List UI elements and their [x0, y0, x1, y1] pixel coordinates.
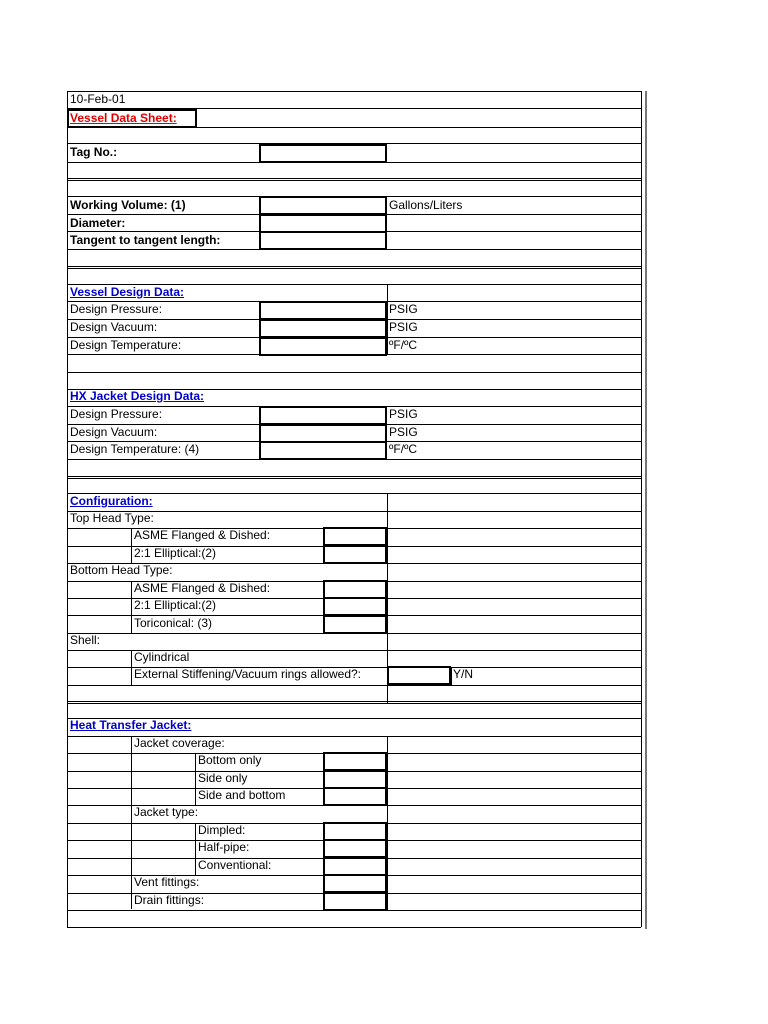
tag-label: Tag No.:: [70, 145, 118, 159]
row-separator: [67, 493, 641, 494]
table-border: [67, 91, 68, 927]
vessel-vacuum-unit: PSIG: [389, 320, 418, 334]
tangent-label: Tangent to tangent length:: [70, 233, 221, 247]
half-pipe-label: Half-pipe:: [198, 840, 250, 854]
working-volume-unit: Gallons/Liters: [389, 198, 463, 212]
hx-design-heading: HX Jacket Design Data:: [70, 389, 205, 403]
column-divider: [387, 528, 388, 564]
hx-temp-label: Design Temperature: (4): [70, 442, 200, 456]
vent-fittings-input[interactable]: [323, 874, 387, 893]
hx-pressure-unit: PSIG: [389, 407, 418, 421]
row-separator: [67, 478, 641, 479]
column-divider: [131, 650, 132, 686]
stiffening-input[interactable]: [387, 666, 451, 685]
column-divider: [387, 284, 388, 355]
shell-label: Shell:: [70, 633, 101, 647]
side-and-bottom-label: Side and bottom: [198, 788, 286, 802]
bottom-only-input[interactable]: [323, 752, 387, 771]
vent-fittings-label: Vent fittings:: [134, 875, 200, 889]
row-separator: [67, 685, 641, 686]
row-separator: [67, 703, 641, 704]
vessel-pressure-label: Design Pressure:: [70, 302, 163, 316]
table-border: [641, 91, 642, 927]
working-volume-label: Working Volume: (1): [70, 198, 186, 212]
working-volume-input[interactable]: [259, 196, 387, 215]
top-asme-input[interactable]: [323, 527, 387, 546]
tag-input[interactable]: [259, 144, 387, 163]
sheet-edge: [645, 91, 647, 929]
row-separator: [67, 701, 641, 702]
vessel-temp-unit: ºF/ºC: [389, 338, 418, 352]
top-elliptical-label: 2:1 Elliptical:(2): [134, 546, 217, 560]
column-divider: [387, 580, 388, 635]
column-divider: [131, 581, 132, 633]
conventional-label: Conventional:: [198, 858, 272, 872]
heat-transfer-heading: Heat Transfer Jacket:: [70, 718, 192, 732]
column-divider: [451, 667, 452, 685]
half-pipe-input[interactable]: [323, 839, 387, 858]
row-separator: [67, 266, 641, 267]
vessel-data-sheet: [67, 91, 643, 929]
bottom-head-label: Bottom Head Type:: [70, 563, 173, 577]
tangent-input[interactable]: [259, 231, 387, 250]
column-divider: [131, 528, 132, 564]
vessel-vacuum-label: Design Vacuum:: [70, 320, 158, 334]
drain-fittings-input[interactable]: [323, 892, 387, 911]
cylindrical-label: Cylindrical: [134, 650, 190, 664]
side-only-label: Side only: [198, 771, 248, 785]
column-divider: [387, 736, 388, 911]
bottom-asme-label: ASME Flanged & Dished:: [134, 581, 271, 595]
hx-vacuum-unit: PSIG: [389, 425, 418, 439]
hx-vacuum-label: Design Vacuum:: [70, 425, 158, 439]
row-separator: [67, 91, 641, 92]
top-asme-label: ASME Flanged & Dished:: [134, 528, 271, 542]
row-separator: [67, 476, 641, 477]
row-separator: [67, 180, 641, 181]
bottom-only-label: Bottom only: [198, 753, 262, 767]
vessel-pressure-input[interactable]: [259, 301, 387, 320]
vessel-temp-input[interactable]: [259, 337, 387, 356]
jacket-type-label: Jacket type:: [134, 805, 199, 819]
drain-fittings-label: Drain fittings:: [134, 893, 205, 907]
row-separator: [67, 927, 641, 928]
stiffening-unit: Y/N: [453, 667, 474, 681]
column-divider: [195, 823, 196, 876]
diameter-label: Diameter:: [70, 216, 126, 230]
side-and-bottom-input[interactable]: [323, 787, 387, 806]
hx-temp-input[interactable]: [259, 441, 387, 460]
jacket-coverage-label: Jacket coverage:: [134, 736, 225, 750]
column-divider: [195, 753, 196, 806]
bottom-toriconical-input[interactable]: [323, 615, 387, 634]
bottom-toriconical-label: Toriconical: (3): [134, 616, 213, 630]
column-divider: [131, 736, 132, 909]
top-head-label: Top Head Type:: [70, 511, 154, 525]
date-label: 10-Feb-01: [70, 92, 126, 106]
bottom-elliptical-label: 2:1 Elliptical:(2): [134, 598, 217, 612]
top-elliptical-input[interactable]: [323, 545, 387, 564]
row-separator: [67, 372, 641, 373]
stiffening-label: External Stiffening/Vacuum rings allowed?:: [134, 667, 362, 681]
hx-pressure-label: Design Pressure:: [70, 407, 163, 421]
configuration-heading: Configuration:: [70, 494, 153, 508]
vessel-design-heading: Vessel Design Data:: [70, 285, 185, 299]
vessel-vacuum-input[interactable]: [259, 319, 387, 338]
row-separator: [67, 268, 641, 269]
vessel-temp-label: Design Temperature:: [70, 338, 182, 352]
bottom-elliptical-input[interactable]: [323, 597, 387, 616]
hx-temp-unit: ºF/ºC: [389, 442, 418, 456]
hx-pressure-input[interactable]: [259, 406, 387, 425]
vessel-pressure-unit: PSIG: [389, 302, 418, 316]
row-separator: [67, 178, 641, 179]
dimpled-label: Dimpled:: [198, 823, 246, 837]
sheet-title: Vessel Data Sheet:: [70, 111, 177, 125]
